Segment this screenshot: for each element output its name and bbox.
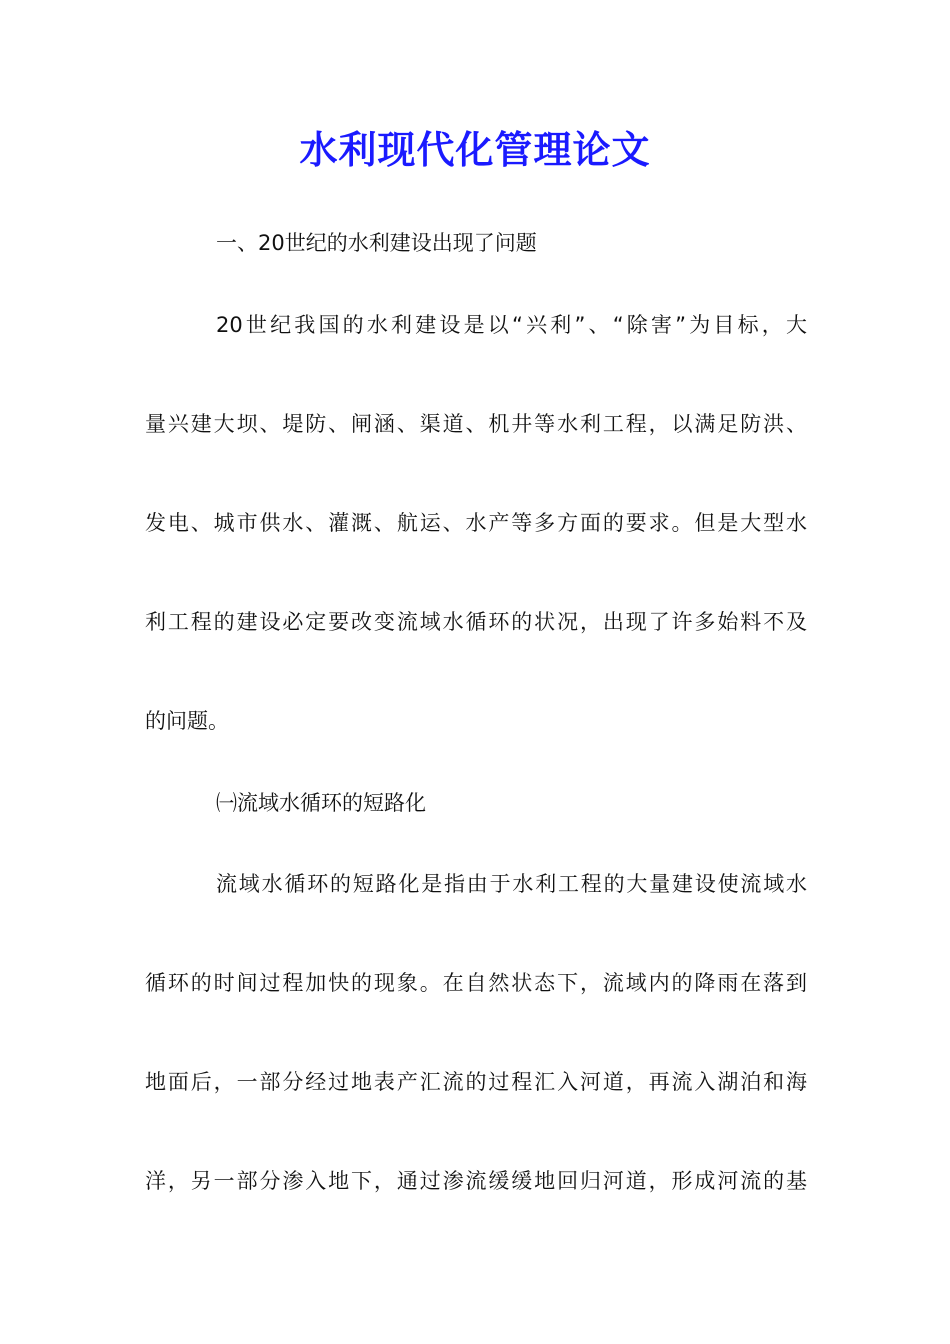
paragraph-line: 利工程的建设必定要改变流域水循环的状况，出现了许多始料不及 <box>145 610 807 634</box>
paragraph-line: 洋，另一部分渗入地下，通过渗流缓缓地回归河道，形成河流的基 <box>145 1169 807 1193</box>
paragraph-line: 的问题。 <box>145 709 229 733</box>
paragraph-line: 量兴建大坝、堤防、闸涵、渠道、机井等水利工程，以满足防洪、 <box>145 412 807 436</box>
paragraph-line: 流域水循环的短路化是指由于水利工程的大量建设使流域水 <box>216 872 807 896</box>
section-heading: 一、20世纪的水利建设出现了问题 <box>216 231 537 255</box>
document-title: 水利现代化管理论文 <box>299 127 651 172</box>
paragraph-line: 发电、城市供水、灌溉、航运、水产等多方面的要求。但是大型水 <box>145 511 807 535</box>
paragraph-line: 20世纪我国的水利建设是以“兴利”、“除害”为目标，大 <box>216 313 807 337</box>
paragraph-line: 地面后，一部分经过地表产汇流的过程汇入河道，再流入湖泊和海 <box>145 1070 807 1094</box>
paragraph-line: 循环的时间过程加快的现象。在自然状态下，流域内的降雨在落到 <box>145 971 807 995</box>
subsection-heading: ㈠流域水循环的短路化 <box>216 791 426 815</box>
